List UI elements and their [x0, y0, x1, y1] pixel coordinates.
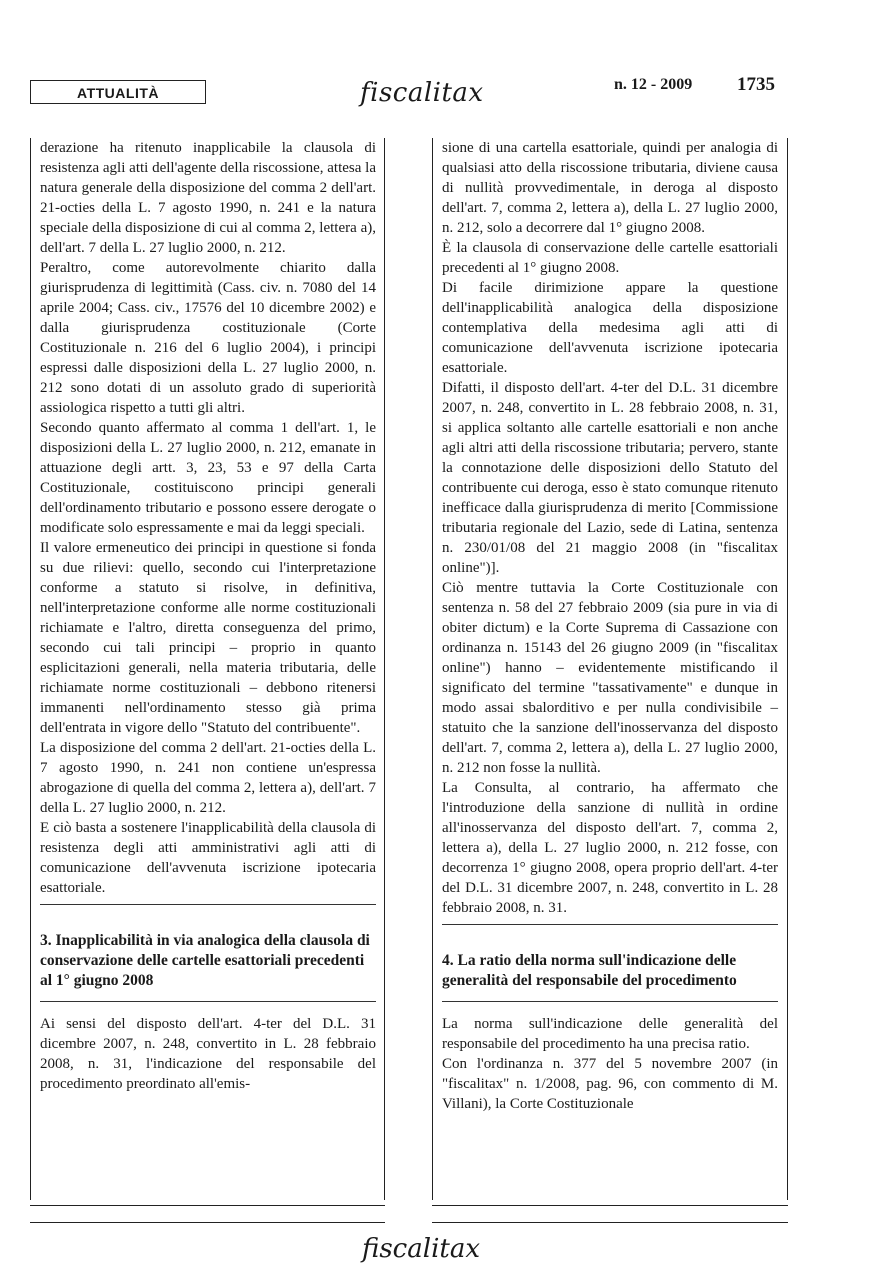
- page-number: 1735: [737, 74, 775, 95]
- issue-number: n. 12 - 2009: [614, 76, 693, 93]
- column-rule: [30, 138, 31, 1200]
- paragraph: Ai sensi del disposto dell'art. 4-ter del D.L. 31 dicembre 2007, n. 248, convertito in L. 28 febbraio 2008, n. 31, l'indicazione del responsabile del procedimento preordinato all'emis-: [40, 1016, 376, 1092]
- bottom-rule: [30, 1222, 385, 1223]
- left-column: [40, 138, 376, 1094]
- section-label: ATTUALITÀ: [30, 80, 206, 104]
- column-rule: [787, 138, 788, 1200]
- footer-logo: fiscalitax: [362, 1234, 480, 1264]
- column-rule: [384, 138, 385, 1200]
- section-divider: [442, 924, 778, 925]
- bottom-rule: [432, 1205, 788, 1206]
- paragraph: Con l'ordinanza n. 377 del 5 novembre 2007 (in "fiscalitax" n. 1/2008, pag. 96, con commento di M. Villani), la Corte Costituzionale: [442, 1056, 778, 1112]
- section-heading: 4. La ratio della norma sull'indicazione delle generalità del responsabile del procedimento: [442, 952, 737, 989]
- paragraph: La Consulta, al contrario, ha affermato che l'introduzione della sanzione di nullità in ordine all'inosservanza del disposto dell'art. 7, comma 2, lettera a), della L. 27 luglio 2000, n. 212 fosse, con decorrenza 1° giugno 2008, opera proprio dell'art. 4-ter del D.L. 31 dicembre 2007, n. 248, convertito in L. 28 febbraio 2008, n. 31.: [442, 780, 778, 916]
- section-heading: 3. Inapplicabilità in via analogica della clausola di conservazione delle cartelle esattoriali precedenti al 1° giugno 2008: [40, 932, 370, 989]
- paragraph: Peraltro, come autorevolmente chiarito dalla giurisprudenza di legittimità (Cass. civ. n. 7080 del 14 aprile 2004; Cass. civ., 17576 del 10 dicembre 2002) e dalla giurisprudenza costituzionale (Corte Costituzionale n. 216 del 6 luglio 2004), i principi espressi dalle disposizioni della L. 27 luglio 2000, n. 212 sono dotati di un assoluto grado di superiorità assiologica rispetto a tutti gli altri.: [40, 260, 376, 416]
- paragraph: Secondo quanto affermato al comma 1 dell'art. 1, le disposizioni della L. 27 luglio 2000, n. 212, emanate in attuazione degli artt. 3, 23, 53 e 97 della Carta Costituzionale, costituiscono principi generali dell'ordinamento tributario e possono essere derogate o modificate solo espressamente e mai da leggi speciali.: [40, 420, 376, 536]
- paragraph: Difatti, il disposto dell'art. 4-ter del D.L. 31 dicembre 2007, n. 248, convertito in L. 28 febbraio 2008, n. 31, si applica soltanto alle cartelle esattoriali e non anche agli altri atti della riscossione tributaria; pervero, stante la connotazione delle disposizioni dello Statuto del contribuente cui deroga, esso è stato comunque ritenuto inefficace dalla giurisprudenza di merito [Commissione tributaria regionale del Lazio, sede di Latina, sentenza n. 230/01/08 del 21 maggio 2008 (in "fiscalitax online")].: [442, 380, 778, 576]
- section-divider: [40, 1001, 376, 1002]
- magazine-logo: fiscalitax: [360, 78, 484, 108]
- section-divider: [442, 1001, 778, 1002]
- paragraph: È la clausola di conservazione delle cartelle esattoriali precedenti al 1° giugno 2008.: [442, 240, 778, 276]
- paragraph: E ciò basta a sostenere l'inapplicabilità della clausola di resistenza degli atti amministrativi agli atti di comunicazione dell'avvenuta iscrizione ipotecaria esattoriale.: [40, 820, 376, 896]
- bottom-rule: [432, 1222, 788, 1223]
- paragraph: Di facile dirimizione appare la questione dell'inapplicabilità analogica della disposizione contemplativa della medesima agli atti di comunicazione dell'avvenuta iscrizione ipotecaria esattoriale.: [442, 280, 778, 376]
- column-rule: [432, 138, 433, 1200]
- section-divider: [40, 904, 376, 905]
- paragraph: sione di una cartella esattoriale, quindi per analogia di qualsiasi atto della riscossione tributaria, diviene causa di nullità provvedimentale, in deroga al disposto dell'art. 7, comma 2, lettera a), della L. 27 luglio 2000, n. 212, solo a decorrere dal 1° giugno 2008.: [442, 140, 778, 236]
- paragraph: Ciò mentre tuttavia la Corte Costituzionale con sentenza n. 58 del 27 febbraio 2009 (sia pure in via di obiter dictum) e la Corte Suprema di Cassazione con ordinanza n. 15143 del 26 giugno 2009 (in "fiscalitax online") hanno – evidentemente mistificando il significato del termine "tassativamente" e dunque in modo assai sbalorditivo e per nulla condivisibile – statuito che la sanzione dell'inosservanza del disposto dell'art. 7, comma 2, lettera a), della L. 27 luglio 2000, n. 212 non fosse la nullità.: [442, 580, 778, 776]
- paragraph: La disposizione del comma 2 dell'art. 21-octies della L. 7 agosto 1990, n. 241 non contiene un'espressa abrogazione di quella del comma 2, lettera a), dell'art. 7 della L. 27 luglio 2000, n. 212.: [40, 740, 376, 816]
- bottom-rule: [30, 1205, 385, 1206]
- right-column: [442, 138, 778, 1114]
- paragraph: derazione ha ritenuto inapplicabile la clausola di resistenza agli atti dell'agente della riscossione, attesa la natura generale della disposizione del comma 2 dell'art. 21-octies della L. 7 agosto 1990, n. 241 e la natura speciale della disposizione di cui al comma 2, lettera a), dell'art. 7 della L. 27 luglio 2000, n. 212.: [40, 140, 376, 256]
- paragraph: Il valore ermeneutico dei principi in questione si fonda su due rilievi: quello, secondo cui l'interpretazione conforme a statuto si risolve, in definitiva, nell'interpretazione conforme alle norme costituzionali richiamate e l'altro, diretta conseguenza del primo, secondo cui tali principi – proprio in quanto esplicitazioni generali, nella materia tributaria, delle richiamate norme costituzionali – debbono ritenersi immanenti nell'ordinamento stesso già prima dell'entrata in vigore dello "Statuto del contribuente".: [40, 540, 376, 736]
- paragraph: La norma sull'indicazione delle generalità del responsabile del procedimento ha una precisa ratio.: [442, 1016, 778, 1052]
